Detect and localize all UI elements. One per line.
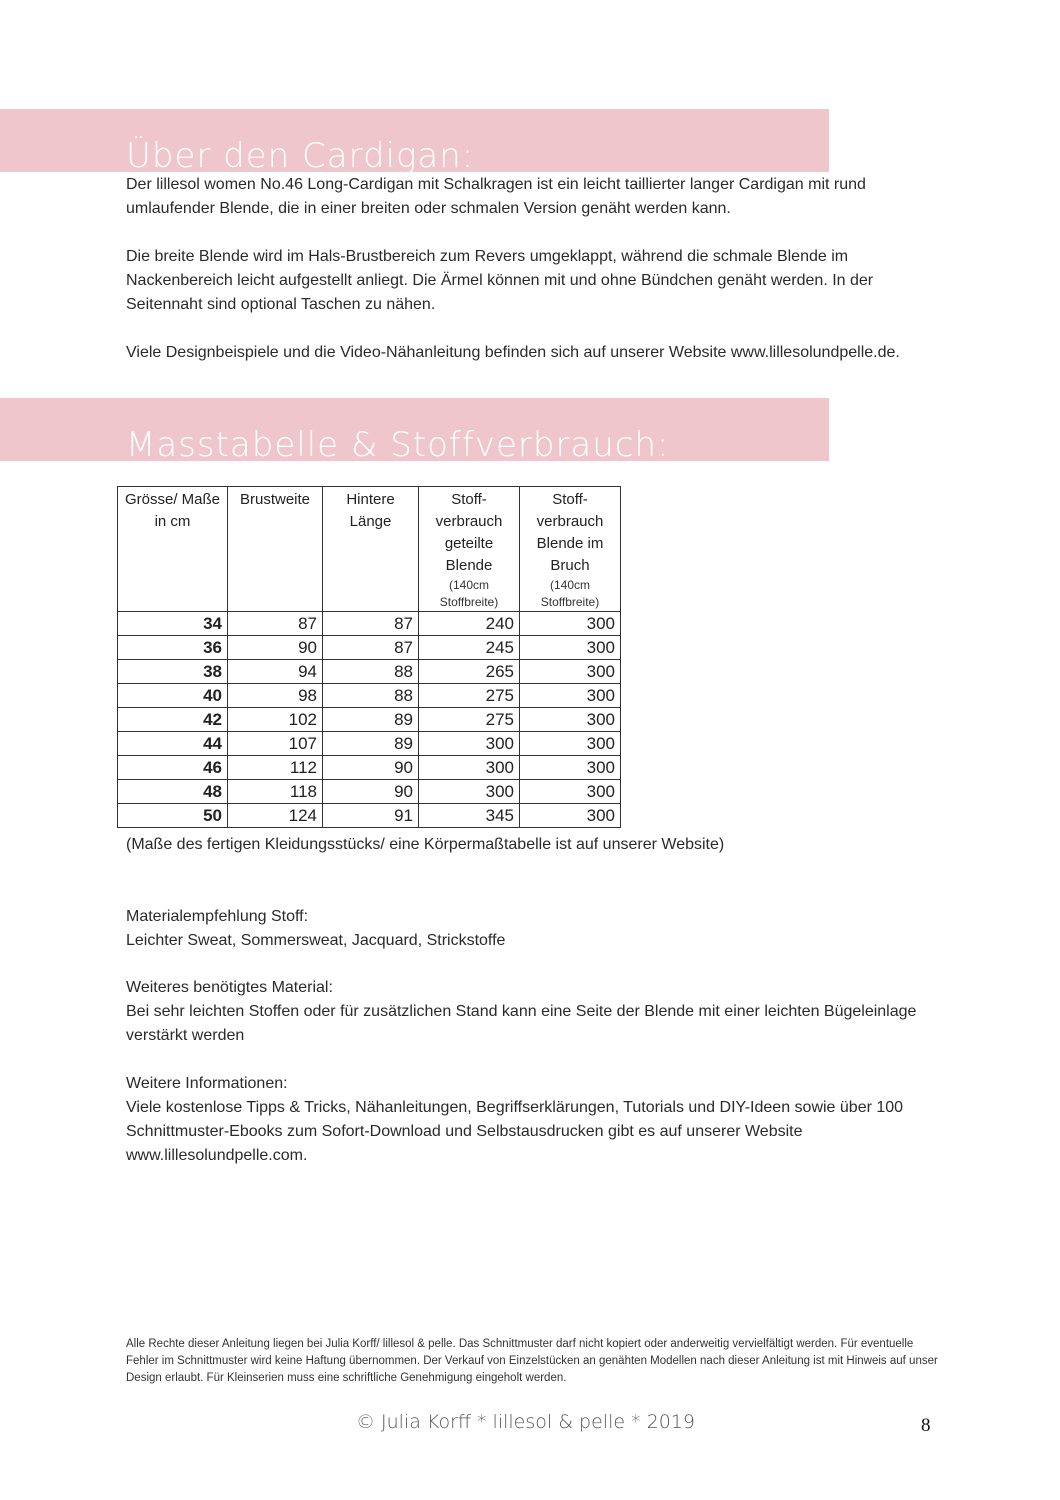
header-back-length	[323, 487, 419, 612]
header-size-label: Grösse/ Maße in cm	[124, 491, 221, 530]
rights-notice: Alle Rechte dieser Anleitung liegen bei Julia Korff/ lillesol & pelle. Das Schnittmuster darf nicht kopiert oder anderweitig vervielfältigt werden. Für eventuelle Fehler im Schnittmuster wird keine Haftung übernommen. Der Verkauf von Einzelstücken an genähten Modellen nach dieser Anleitung ist mit Hinweis auf unser Design erlaubt. Für Kleinserien muss eine schriftliche Genehmigung eingeholt werden.	[126, 1338, 938, 1384]
material-heading: Materialempfehlung Stoff:	[126, 908, 309, 925]
size-table	[117, 486, 621, 828]
cell-fabric-split: 265	[419, 660, 520, 684]
further-material-text: Bei sehr leichten Stoffen oder für zusätzlichen Stand kann eine Seite der Blende mit einer leichten Bügeleinlage verstärkt werden	[126, 1003, 917, 1044]
cell-fabric-fold: 300	[520, 756, 621, 780]
table-row	[118, 708, 621, 732]
further-material-heading: Weiteres benötigtes Material:	[126, 979, 333, 996]
cell-back-length: 89	[323, 732, 419, 756]
header-back-length-label: Hintere Länge	[346, 491, 395, 530]
section-title-sizes: Masstabelle & Stoffverbrauch:	[126, 425, 670, 465]
cell-fabric-split: 275	[419, 684, 520, 708]
cell-back-length: 87	[323, 612, 419, 636]
cell-fabric-fold: 300	[520, 780, 621, 804]
cell-back-length: 87	[323, 636, 419, 660]
cell-fabric-split: 300	[419, 732, 520, 756]
cell-back-length: 90	[323, 780, 419, 804]
cell-size: 40	[118, 684, 228, 708]
cell-fabric-fold: 300	[520, 708, 621, 732]
cell-chest: 98	[228, 684, 323, 708]
info-heading: Weitere Informationen:	[126, 1075, 288, 1092]
page-number: 8	[921, 1415, 931, 1436]
cell-size: 44	[118, 732, 228, 756]
cell-size: 34	[118, 612, 228, 636]
cell-chest: 118	[228, 780, 323, 804]
cell-back-length: 90	[323, 756, 419, 780]
cell-fabric-split: 300	[419, 756, 520, 780]
table-row	[118, 756, 621, 780]
table-row	[118, 732, 621, 756]
cell-chest: 90	[228, 636, 323, 660]
header-fabric-split-sub: (140cm Stoffbreite)	[439, 578, 499, 609]
cell-fabric-split: 245	[419, 636, 520, 660]
cell-size: 46	[118, 756, 228, 780]
table-header-row	[118, 487, 621, 612]
cell-chest: 102	[228, 708, 323, 732]
cell-fabric-split: 240	[419, 612, 520, 636]
copyright-line: © Julia Korff * lillesol & pelle * 2019	[356, 1411, 695, 1433]
cell-fabric-split: 275	[419, 708, 520, 732]
header-chest	[228, 487, 323, 612]
cell-back-length: 88	[323, 684, 419, 708]
cell-fabric-fold: 300	[520, 804, 621, 828]
cell-chest: 87	[228, 612, 323, 636]
header-fabric-fold	[520, 487, 621, 612]
info-text: Viele kostenlose Tipps & Tricks, Nähanleitungen, Begriffserklärungen, Tutorials und DIY-Ideen sowie über 100 Schnittmuster-Ebooks zum Sofort-Download und Selbstausdrucken gibt es auf unserer Website www.lillesolundpelle.com.	[126, 1099, 904, 1164]
cell-back-length: 88	[323, 660, 419, 684]
cell-size: 42	[118, 708, 228, 732]
cell-size: 38	[118, 660, 228, 684]
table-row	[118, 636, 621, 660]
section-title-about: Über den Cardigan:	[126, 136, 475, 176]
table-note: (Maße des fertigen Kleidungsstücks/ eine Körpermaßtabelle ist auf unserer Website)	[126, 836, 725, 853]
header-fabric-split	[419, 487, 520, 612]
cell-size: 48	[118, 780, 228, 804]
cell-chest: 112	[228, 756, 323, 780]
cell-chest: 124	[228, 804, 323, 828]
cell-fabric-fold: 300	[520, 660, 621, 684]
about-paragraph-3: Viele Designbeispiele und die Video-Nähanleitung befinden sich auf unserer Website www.lillesolundpelle.de.	[126, 344, 900, 361]
table-row	[118, 804, 621, 828]
about-paragraph-2: Die breite Blende wird im Hals-Brustbereich zum Revers umgeklappt, während die schmale Blende im Nackenbereich leicht aufgestellt anliegt. Die Ärmel können mit und ohne Bündchen genäht werden. In der Seitennaht sind optional Taschen zu nähen.	[126, 248, 874, 313]
cell-chest: 94	[228, 660, 323, 684]
header-chest-label: Brustweite	[239, 491, 311, 508]
table-row	[118, 660, 621, 684]
header-fabric-fold-sub: (140cm Stoffbreite)	[540, 578, 600, 609]
cell-fabric-fold: 300	[520, 732, 621, 756]
cell-fabric-fold: 300	[520, 612, 621, 636]
about-paragraph-1: Der lillesol women No.46 Long-Cardigan mit Schalkragen ist ein leicht taillierter langer Cardigan mit rund umlaufender Blende, die in einer breiten oder schmalen Version genäht werden kann.	[126, 176, 866, 217]
table-row	[118, 780, 621, 804]
cell-back-length: 91	[323, 804, 419, 828]
header-fabric-fold-label: Stoff-verbrauch Blende im Bruch	[536, 491, 604, 574]
cell-back-length: 89	[323, 708, 419, 732]
section-header-band	[0, 398, 829, 465]
cell-chest: 107	[228, 732, 323, 756]
section-header-band	[0, 109, 829, 176]
cell-fabric-fold: 300	[520, 636, 621, 660]
cell-fabric-split: 345	[419, 804, 520, 828]
header-fabric-split-label: Stoff-verbrauch geteilte Blende	[435, 491, 503, 574]
header-size	[118, 487, 228, 612]
cell-fabric-fold: 300	[520, 684, 621, 708]
cell-fabric-split: 300	[419, 780, 520, 804]
material-text: Leichter Sweat, Sommersweat, Jacquard, Strickstoffe	[126, 932, 506, 949]
cell-size: 50	[118, 804, 228, 828]
cell-size: 36	[118, 636, 228, 660]
table-row	[118, 684, 621, 708]
table-row	[118, 612, 621, 636]
